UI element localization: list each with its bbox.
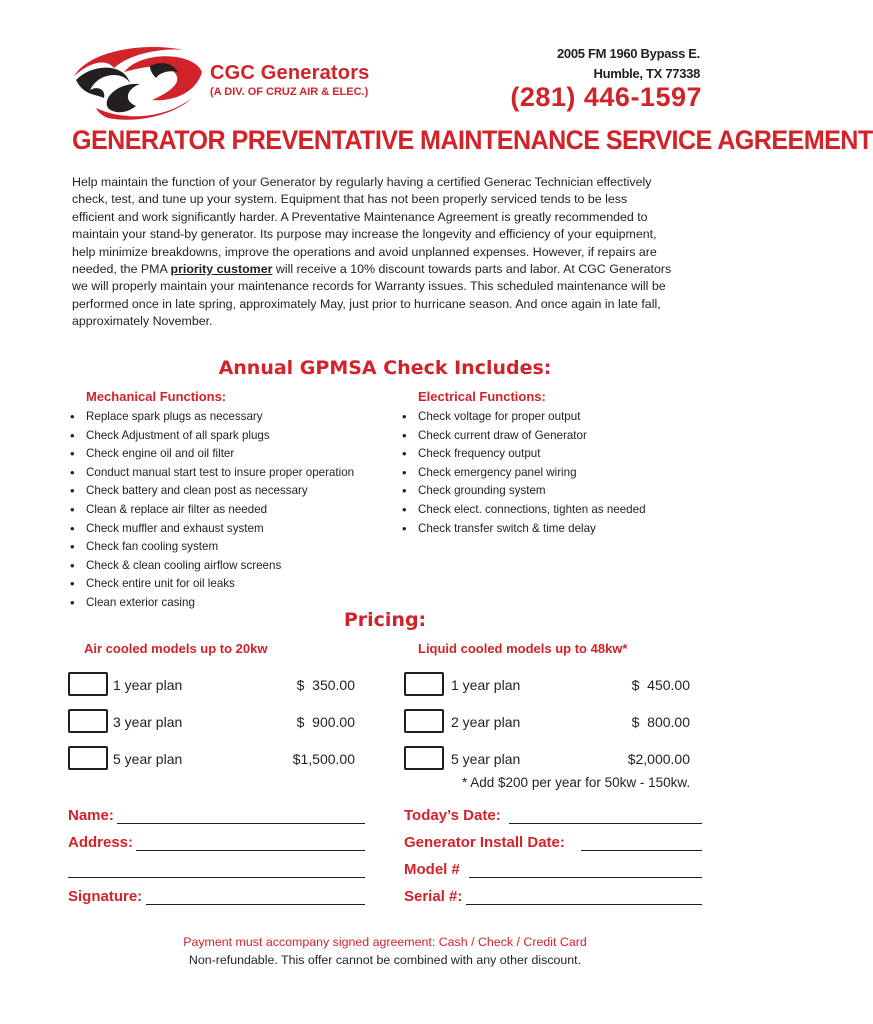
list-item-text: Check Adjustment of all spark plugs: [86, 428, 270, 442]
list-item: [70, 445, 390, 464]
checkbox-icon[interactable]: [404, 672, 444, 696]
payment-note: Payment must accompany signed agreement: Cash / Check / Credit Card: [183, 935, 587, 949]
bullet-icon: •: [70, 576, 75, 592]
list-item-text: Check frequency output: [418, 447, 541, 461]
serial-field[interactable]: [466, 904, 702, 905]
checkbox-icon[interactable]: [404, 746, 444, 770]
bullet-icon: •: [70, 539, 75, 555]
company-name: CGC Generators: [210, 62, 370, 84]
list-item: [70, 482, 390, 501]
list-item: [402, 445, 702, 464]
name-field[interactable]: [117, 823, 365, 824]
list-item-text: Check battery and clean post as necessary: [86, 484, 308, 498]
list-item-text: Replace spark plugs as necessary: [86, 410, 263, 423]
bullet-icon: •: [70, 557, 75, 573]
plan-label: 3 year plan: [113, 714, 183, 730]
list-item-text: Check elect. connections, tighten as needed: [418, 502, 646, 516]
list-item: [70, 501, 390, 520]
page-title: GENERATOR PREVENTATIVE MAINTENANCE SERVICE AGREEMENT: [72, 125, 873, 155]
terms-note: Non-refundable. This offer cannot be combined with any other discount.: [188, 953, 582, 967]
list-item: [70, 557, 390, 576]
includes-heading: Annual GPMSA Check Includes:: [218, 357, 552, 379]
liquid-cooled-title: Liquid cooled models up to 48kw*: [418, 641, 628, 656]
list-item: [402, 501, 702, 520]
bullet-icon: •: [402, 464, 407, 480]
list-item: [70, 575, 390, 594]
list-item-text: Clean exterior casing: [86, 595, 195, 609]
bullet-icon: •: [402, 409, 407, 424]
plan-price: $ 900.00: [296, 714, 355, 730]
plan-price: $2,000.00: [627, 751, 690, 767]
bullet-icon: •: [402, 446, 407, 462]
plan-price: $1,500.00: [292, 751, 355, 767]
list-item: [70, 408, 390, 427]
list-item-text: Check emergency panel wiring: [418, 465, 577, 479]
address-label: Address:: [68, 834, 134, 851]
bullet-icon: •: [70, 501, 75, 517]
company-address: [557, 44, 700, 84]
model-label: Model #: [404, 861, 460, 878]
todays-date-field[interactable]: [509, 823, 702, 824]
list-item: [70, 427, 390, 446]
list-item-text: Check grounding system: [418, 484, 546, 498]
bullet-icon: •: [70, 594, 75, 610]
plan-price: $ 800.00: [631, 714, 690, 730]
bullet-icon: •: [402, 483, 407, 499]
list-item-text: Check entire unit for oil leaks: [86, 577, 235, 591]
plan-label: 5 year plan: [451, 751, 521, 767]
bullet-icon: •: [402, 520, 407, 536]
plan-price: $ 350.00: [296, 677, 355, 693]
list-item: [402, 482, 702, 501]
list-item-text: Check voltage for proper output: [418, 410, 581, 423]
bullet-icon: •: [70, 483, 75, 499]
intro-paragraph: [72, 174, 672, 331]
list-item-text: Clean & replace air filter as needed: [86, 502, 268, 516]
plan-price: $ 450.00: [631, 677, 690, 693]
list-item-text: Check fan cooling system: [86, 540, 219, 554]
list-item: [402, 427, 702, 446]
bullet-icon: •: [70, 427, 75, 443]
install-date-field[interactable]: [581, 850, 702, 851]
address-field-line-2[interactable]: [68, 877, 365, 878]
list-item-text: Check muffler and exhaust system: [86, 521, 264, 535]
plan-label: 1 year plan: [113, 677, 183, 693]
install-date-label: Generator Install Date:: [404, 834, 565, 851]
list-item-text: Check transfer switch & time delay: [418, 521, 596, 535]
intro-emphasis: priority customer: [170, 262, 273, 277]
checkbox-icon[interactable]: [68, 672, 108, 696]
model-field[interactable]: [469, 877, 702, 878]
list-item: [402, 520, 702, 539]
plan-label: 5 year plan: [113, 751, 183, 767]
pricing-note: * Add $200 per year for 50kw - 150kw.: [462, 775, 691, 790]
plan-label: 2 year plan: [451, 714, 521, 730]
address-line-1: 2005 FM 1960 Bypass E.: [557, 46, 700, 61]
intro-text-2: will receive a 10% discount towards parts and labor. At CGC Generators we will properly maintain your maintenance records for Warranty issues. This scheduled maintenance will be performed once in late spring, approximately May, just prior to hurricane season. And once again in late fall, approximately November.: [72, 262, 672, 329]
cgc-logo-icon: [66, 42, 206, 124]
air-cooled-title: Air cooled models up to 20kw: [84, 641, 268, 656]
name-label: Name:: [68, 807, 114, 824]
pricing-heading: Pricing:: [343, 609, 427, 631]
electrical-title: Electrical Functions:: [418, 389, 546, 404]
signature-field[interactable]: [146, 904, 365, 905]
list-item: [70, 520, 390, 539]
list-item: [70, 538, 390, 557]
list-item-text: Conduct manual start test to insure proper operation: [86, 465, 355, 479]
electrical-list: [402, 408, 702, 538]
todays-date-label: Today’s Date:: [404, 807, 501, 824]
mechanical-title: Mechanical Functions:: [86, 389, 227, 404]
list-item: [402, 464, 702, 483]
company-phone: (281) 446-1597: [510, 82, 702, 112]
checkbox-icon[interactable]: [68, 746, 108, 770]
list-item-text: Check & clean cooling airflow screens: [86, 558, 282, 572]
bullet-icon: •: [70, 520, 75, 536]
checkbox-icon[interactable]: [404, 709, 444, 733]
mechanical-list: [70, 408, 390, 613]
serial-label: Serial #:: [404, 888, 463, 905]
address-line-2: Humble, TX 77338: [593, 66, 700, 81]
list-item: [402, 408, 702, 427]
intro-text-1: Help maintain the function of your Generator by regularly having a certified Generac Technician effectively check, test, and tune up your system. Equipment that has not been properly serviced tends to be less efficient and work significantly harder. A Preventative Maintenance Agreement is greatly recommended to maintain your stand-by generator. Its purpose may increase the longevity and efficiency of your equipment, help minimize breakdowns, improve the operations and avoid unplanned expenses. However, if repairs are needed, the PMA: [72, 175, 657, 277]
bullet-icon: •: [402, 427, 407, 443]
address-field[interactable]: [136, 850, 365, 851]
bullet-icon: •: [70, 464, 75, 480]
bullet-icon: •: [402, 501, 407, 517]
list-item-text: Check current draw of Generator: [418, 428, 587, 442]
list-item-text: Check engine oil and oil filter: [86, 447, 235, 461]
list-item: [70, 464, 390, 483]
signature-label: Signature:: [68, 888, 143, 905]
checkbox-icon[interactable]: [68, 709, 108, 733]
plan-label: 1 year plan: [451, 677, 521, 693]
company-division: (A DIV. OF CRUZ AIR & ELEC.): [210, 86, 369, 98]
bullet-icon: •: [70, 446, 75, 462]
bullet-icon: •: [70, 409, 75, 424]
